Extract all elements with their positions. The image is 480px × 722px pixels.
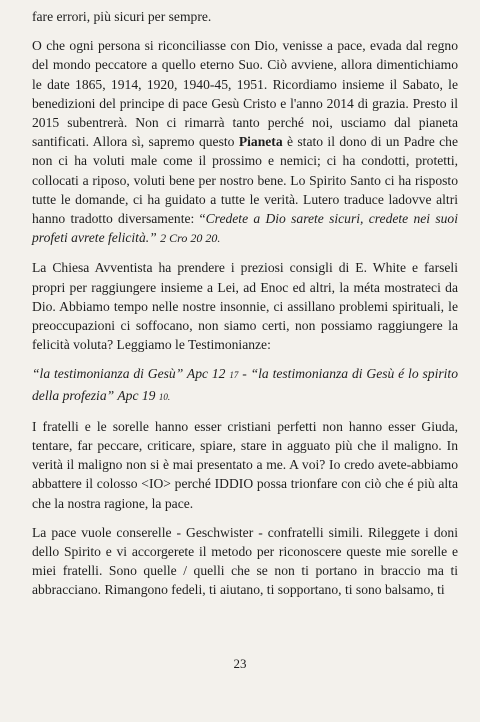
paragraph-text: è stato il dono di un Padre che non ci ha voluti male come il prossimo e nemici; ci ha condotti, protetti, collocati a riposo, voluti bene per nostro bene. Lo Spirito Santo ci ha risposto tutte le domande, ci ha guidato a tutte le verità. Lutero traduce ladovve altri hanno tradotto diversamente: “ bbox=[32, 134, 458, 227]
paragraph-testimonies-quote bbox=[32, 364, 458, 406]
paragraph-text: O che ogni persona si riconciliasse con Dio, venisse a pace, evada dal regno del mondo peccatore a quello eterno Suo. Ciò avviene, allora dimentichiamo le date 1865, 1914, 1920, 1940-45, 1951. Ricordiamo insieme il Sabato, le benedizioni del principe di pace Gesù Cristo e l'anno 2014 di grazia. Presto il 2015 subentrerà. Non ci rimarrà tanto perché noi, usciamo dal pianeta santificati. Allora sì, sapremo questo bbox=[32, 38, 458, 150]
bold-word-pianeta: Pianeta bbox=[238, 134, 283, 150]
verse-number: 17 bbox=[229, 370, 239, 381]
paragraph-peace: La pace vuole conserelle - Geschwister - confratelli simili. Rileggete i doni dello Spirito e vi accorgerete il metodo per riconoscere queste mie sorelle e miei fratelli. Sono quelle / quelli che se non ti portano in braccio ma ti abbracciano. Rimangono fedeli, ti aiutano, ti sopportano, ti sono balsamo, ti bbox=[32, 524, 458, 598]
quote-luther: Credete a Dio sarete sicuri, credete nei suoi profeti avrete felicità.” bbox=[32, 211, 459, 246]
paragraph-continuation: fare errori, più sicuri per sempre. bbox=[32, 9, 212, 24]
paragraph-reconciliation bbox=[32, 36, 458, 248]
paragraph-church: La Chiesa Avventista ha prendere i preziosi consigli di E. White e farseli propri per raggiungere insieme a Lei, ad Enoc ed altri, la méta mostrateci da Dio. Abbiamo tempo nelle nostre insonnie, ci assillano problemi spirituali, le preoccupazioni ci soffocano, non siamo certi, non possiamo raggiungere la felicità voluta? Leggiamo le Testimonianze: bbox=[32, 260, 458, 353]
quote-text: “la testimonianza di Gesù” Apc 12 bbox=[32, 366, 226, 382]
scripture-reference: 2 Cro 20 20. bbox=[160, 231, 221, 246]
quote-text: - “la testimonianza di Gesù é lo spirito della profezia” Apc 19 bbox=[32, 366, 458, 403]
verse-number: 10. bbox=[158, 391, 171, 402]
page-number: 23 bbox=[233, 656, 247, 671]
paragraph-brothers-sisters: I fratelli e le sorelle hanno esser cristiani perfetti non hanno esser Giuda, tentare, far peccare, criticare, spiare, stare in agguato più che il maligno. In verità il maligno non si è mai presentato a me. A voi? Io credo avete-abbiamo abbattere il colosso <IO> perché IDDIO possa trionfare con ciò che é più alta che la nostra ragione, la pace. bbox=[32, 418, 458, 511]
